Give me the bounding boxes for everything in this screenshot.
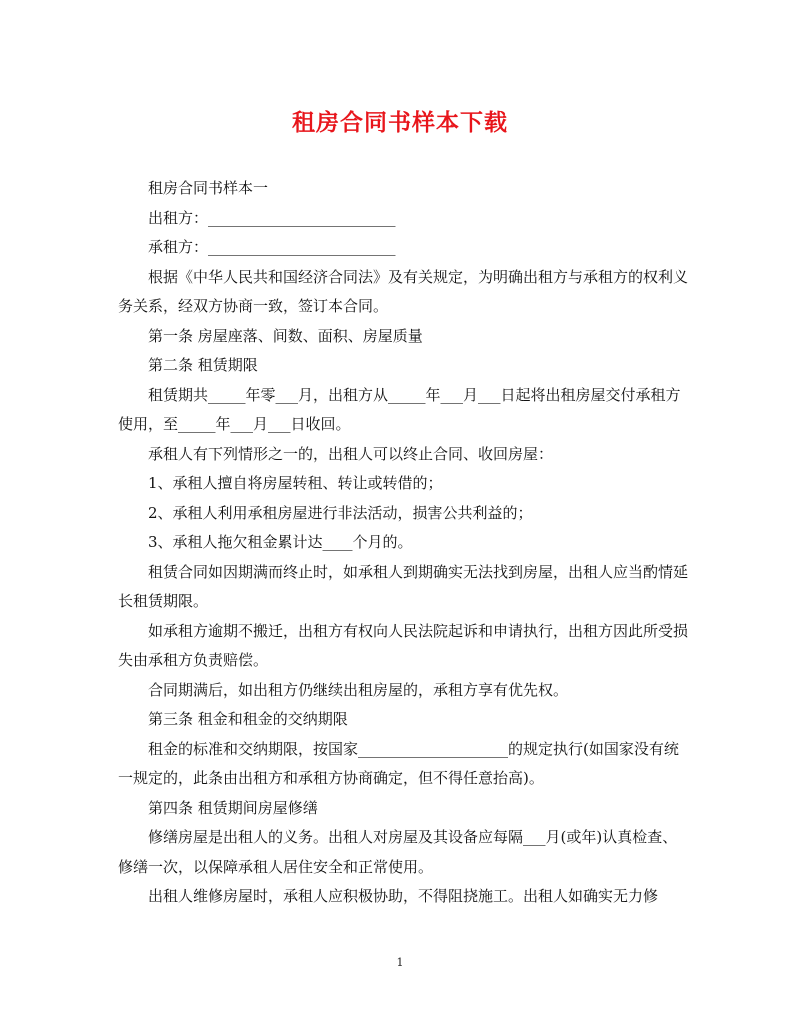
heading-article-2: 第二条 租赁期限: [148, 356, 258, 374]
heading-article-1: 第一条 房屋座落、间数、面积、房屋质量: [148, 326, 423, 345]
paragraph-lessee-field: 承租方：_________________________: [148, 238, 396, 256]
document-body: [118, 174, 690, 912]
paragraph-doc-subtitle: 租房合同书样本一: [148, 179, 269, 197]
paragraph-rent-standard: 租金的标准和交纳期限，按国家____________________的规定执行(如国家没有统一规定的，此条由出租方和承租方协商确定，但不得任意抬高)。: [118, 739, 679, 787]
list-item-termination-1: 1、承租人擅自将房屋转租、转让或转借的；: [148, 474, 443, 492]
paragraph-priority: 合同期满后，如出租方仍继续出租房屋的，承租方享有优先权。: [148, 680, 569, 699]
paragraph-overstay: 如承租方逾期不搬迁，出租方有权向人民法院起诉和申请执行，出租方因此所受损失由承租方负责赔偿。: [118, 621, 689, 669]
paragraph-termination-intro: 承租人有下列情形之一的，出租人可以终止合同、收回房屋：: [148, 444, 554, 463]
document-title: 租房合同书样本下载: [292, 109, 508, 136]
heading-article-3: 第三条 租金和租金的交纳期限: [148, 710, 348, 728]
list-item-termination-3: 3、承租人拖欠租金累计达____个月的。: [148, 533, 413, 551]
paragraph-extension: 租赁合同如因期满而终止时，如承租人到期确实无法找到房屋，出租人应当酌情延长租赁期限。: [118, 562, 689, 610]
heading-article-4: 第四条 租赁期间房屋修缮: [148, 798, 318, 817]
paragraph-repair-cooperation: 出租人维修房屋时，承租人应积极协助，不得阻挠施工。出租人如确实无力修: [148, 887, 659, 905]
paragraph-lease-term: 租赁期共_____年零___月，出租方从_____年___月___日起将出租房屋交付承租方使用，至_____年___月___日收回。: [118, 385, 681, 433]
paragraph-repair-duty: 修缮房屋是出租人的义务。出租人对房屋及其设备应每隔___月(或年)认真检查、修缮一次，以保障承租人居住安全和正常使用。: [118, 828, 678, 876]
page-number: 1: [396, 956, 404, 969]
paragraph-preamble: 根据《中华人民共和国经济合同法》及有关规定，为明确出租方与承租方的权利义务关系，经双方协商一致，签订本合同。: [118, 267, 689, 315]
list-item-termination-2: 2、承租人利用承租房屋进行非法活动，损害公共利益的；: [148, 503, 533, 522]
paragraph-lessor-field: 出租方：_________________________: [148, 208, 396, 227]
